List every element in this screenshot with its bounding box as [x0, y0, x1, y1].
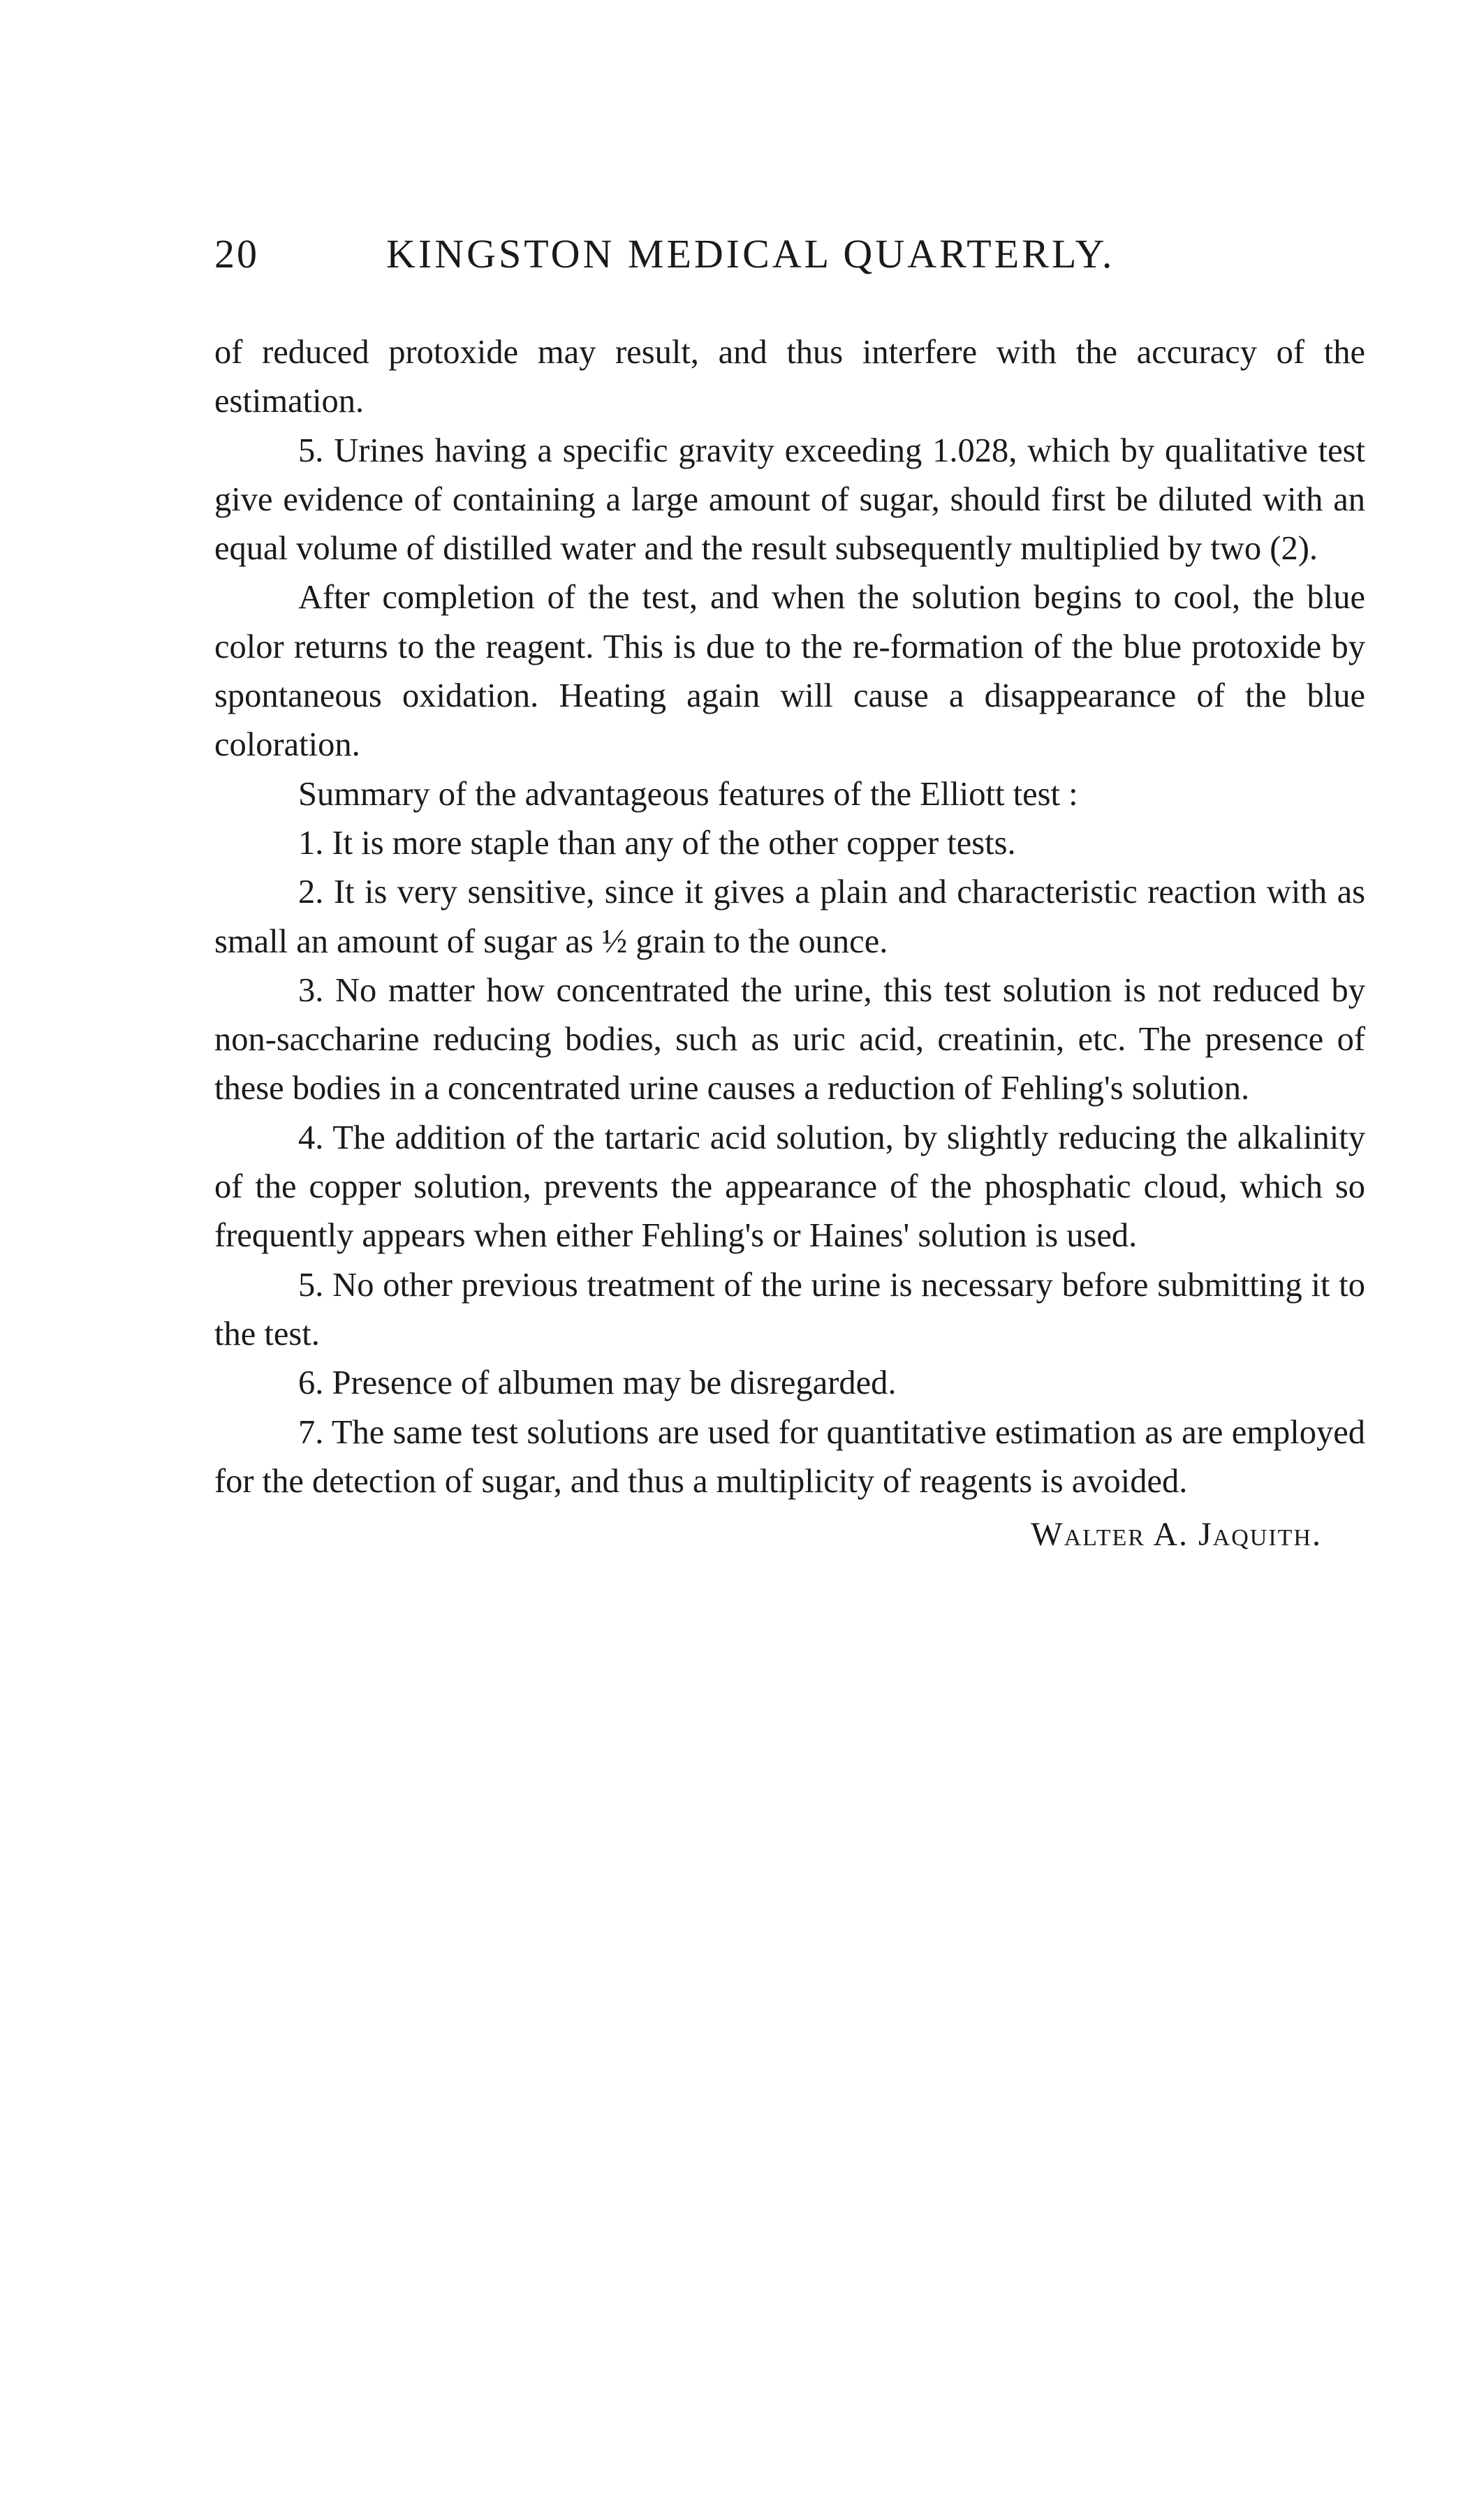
summary-item-2: 2. It is very sensitive, since it gives a plain and characteristic reaction with as small an amount of sugar as ½ grain to the ounce. [214, 874, 1365, 960]
running-head [214, 230, 1365, 286]
paragraph-specific-gravity: 5. Urines having a specific gravity exceeding 1.028, which by qualitative test give evidence of containing a large amount of sugar, should first be diluted with an equal volume of distilled water and the result subsequently multiplied by two (2). [214, 432, 1365, 568]
summary-item-1: 1. It is more staple than any of the other copper tests. [298, 824, 1016, 862]
summary-item-6: 6. Presence of albumen may be disregarded. [298, 1364, 897, 1402]
page-number: 20 [214, 231, 259, 277]
paragraph-continued: of reduced protoxide may result, and thus interfere with the accuracy of the estimation. [214, 334, 1365, 420]
summary-item-5: 5. No other previous treatment of the urine is necessary before submitting it to the test. [214, 1266, 1365, 1353]
paragraph-summary-intro: Summary of the advantageous features of the Elliott test : [298, 775, 1078, 813]
author-signature: Walter A. Jaquith. [1031, 1516, 1322, 1554]
journal-title: KINGSTON MEDICAL QUARTERLY. [386, 231, 1115, 277]
summary-item-4: 4. The addition of the tartaric acid solution, by slightly reducing the alkalinity of the copper solution, prevents the appearance of the phosphatic cloud, which so frequently appears when either Fehling's or Haines' solution is used. [214, 1119, 1365, 1255]
summary-item-3: 3. No matter how concentrated the urine, this test solution is not reduced by non-saccharine reducing bodies, such as uric acid, creatinin, etc. The presence of these bodies in a concentrated urine causes a reduction of Fehling's solution. [214, 971, 1365, 1107]
book-page [214, 230, 1365, 1559]
paragraph-after-completion: After completion of the test, and when the solution begins to cool, the blue color returns to the reagent. This is due to the re-formation of the blue protoxide by spontaneous oxidation. Heating again will cause a disappearance of the blue coloration. [214, 579, 1365, 764]
article-text [214, 328, 1365, 1559]
summary-item-7: 7. The same test solutions are used for quantitative estimation as are employed for the detection of sugar, and thus a multiplicity of reagents is avoided. [214, 1413, 1365, 1500]
